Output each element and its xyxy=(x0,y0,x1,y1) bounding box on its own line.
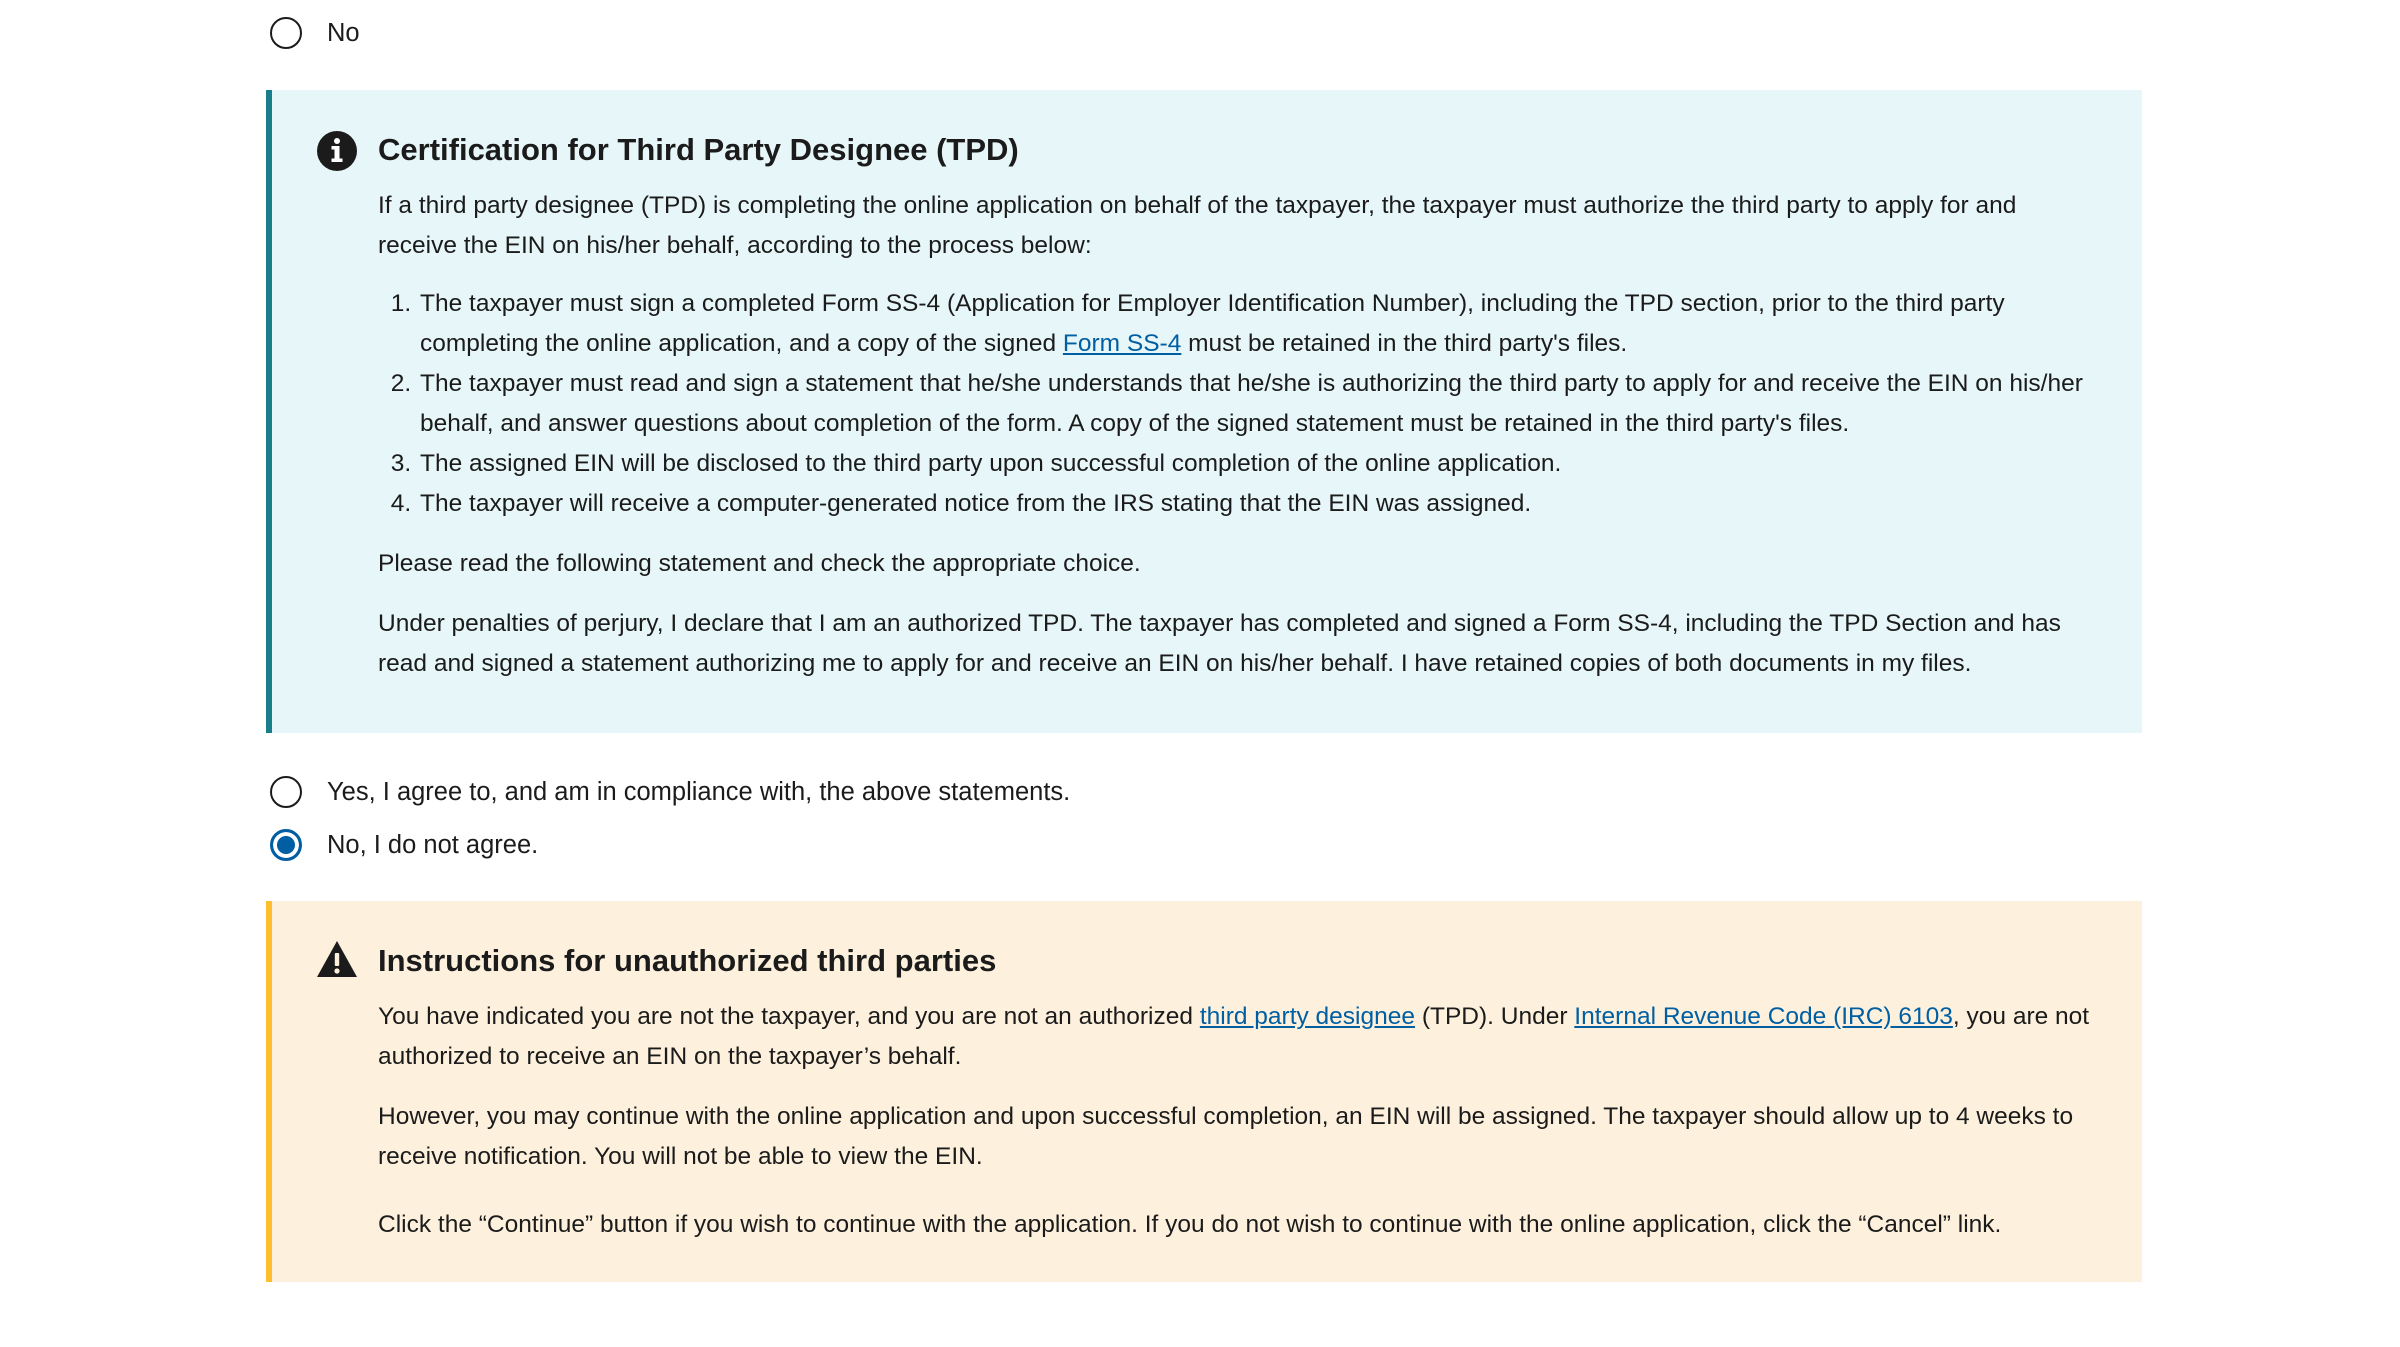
warning-p1: You have indicated you are not the taxpayer, and you are not an authorized third party designee (TPD). Under Internal Revenue Code (IRC) 6103, you are not authorized to receive an EIN on the taxpayer’s behalf. xyxy=(378,1003,2090,1070)
radio-label: No xyxy=(327,19,360,47)
radio-label: Yes, I agree to, and am in compliance with, the above statements. xyxy=(327,778,1071,806)
form-ss4-link[interactable]: Form SS-4 xyxy=(1062,330,1182,357)
warning-p3: Click the “Continue” button if you wish to continue with the application. If you do not wish to continue with the online application, click the “Cancel” link. xyxy=(378,1211,2002,1238)
info-icon xyxy=(316,130,358,172)
radio-circle-selected[interactable] xyxy=(270,829,302,861)
unauthorized-third-party-alert xyxy=(266,901,2142,1282)
warning-p2: However, you may continue with the online application and upon successful completion, an EIN will be assigned. The taxpayer should allow up to 4 weeks to receive notification. You will not be able to view the EIN. xyxy=(378,1103,2074,1170)
third-party-designee-link[interactable]: third party designee xyxy=(1199,1003,1416,1030)
radio-yes-agree[interactable] xyxy=(270,772,1070,812)
tpd-process-list xyxy=(378,284,2102,524)
list-item: 3. The assigned EIN will be disclosed to the third party upon successful completion of the online application. xyxy=(418,444,2102,484)
tpd-instruction: Please read the following statement and check the appropriate choice. xyxy=(378,550,1141,577)
warning-alert-title: Instructions for unauthorized third parties xyxy=(378,943,997,978)
list-item: 1. The taxpayer must sign a completed Form SS-4 (Application for Employer Identification Number), including the TPD section, prior to the third party completing the online application, and a copy of the signed Form SS-4 must be retained in the third party's files. xyxy=(418,284,2102,364)
list-item: 4. The taxpayer will receive a computer-generated notice from the IRS stating that the EIN was assigned. xyxy=(418,484,2102,524)
radio-no-disagree[interactable] xyxy=(270,825,538,865)
tpd-alert-title: Certification for Third Party Designee (TPD) xyxy=(378,132,1019,167)
irc-6103-link[interactable]: Internal Revenue Code (IRC) 6103 xyxy=(1574,1003,1953,1030)
radio-circle[interactable] xyxy=(270,17,302,49)
radio-no-top[interactable] xyxy=(270,13,360,53)
tpd-declaration: Under penalties of perjury, I declare that I am an authorized TPD. The taxpayer has completed and signed a Form SS-4, including the TPD Section and has read and signed a statement authorizing me to apply for and receive an EIN on his/her behalf. I have retained copies of both documents in my files. xyxy=(378,610,2061,677)
warning-icon xyxy=(316,939,358,981)
list-item: 2. The taxpayer must read and sign a statement that he/she understands that he/she is authorizing the third party to apply for and receive the EIN on his/her behalf, and answer questions about completion of the form. A copy of the signed statement must be retained in the third party's files. xyxy=(418,364,2102,444)
radio-circle[interactable] xyxy=(270,776,302,808)
tpd-certification-alert xyxy=(266,90,2142,733)
radio-label: No, I do not agree. xyxy=(327,831,539,859)
tpd-alert-intro: If a third party designee (TPD) is completing the online application on behalf of the taxpayer, the taxpayer must authorize the third party to apply for and receive the EIN on his/her behalf, according to the process below: xyxy=(378,192,2017,259)
